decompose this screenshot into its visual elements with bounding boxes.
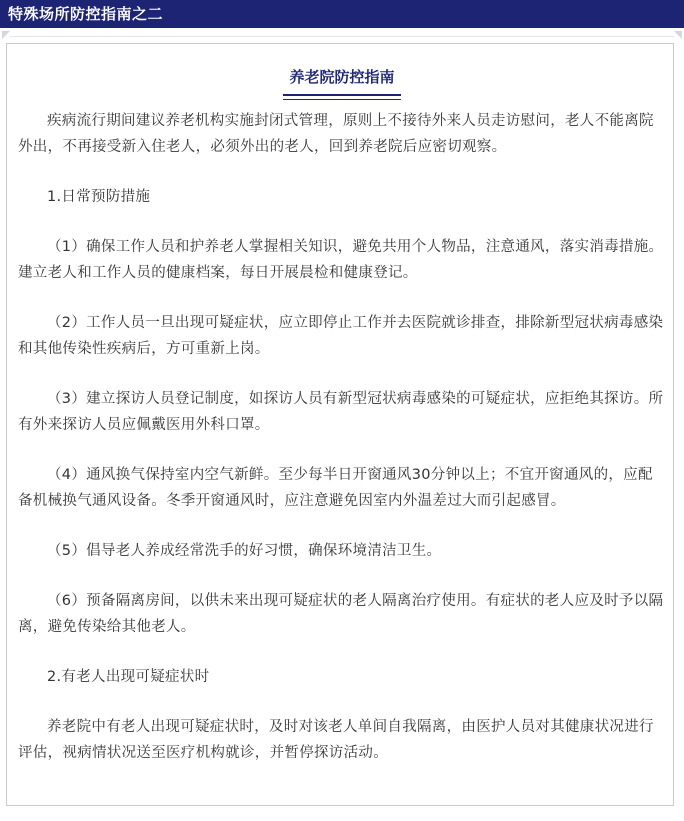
document-body	[18, 108, 664, 766]
divider	[10, 36, 674, 37]
paragraph-item-1: （1）确保工作人员和护养老人掌握相关知识，避免共用个人物品，注意通风，落实消毒措施。建立老人和工作人员的健康档案，每日开展晨检和健康登记。	[18, 239, 664, 281]
header-title: 特殊场所防控指南之二	[8, 5, 164, 23]
paragraph-intro: 疾病流行期间建议养老机构实施封闭式管理，原则上不接待外来人员走访慰问，老人不能离院外出，不再接受新入住老人，必须外出的老人，回到养老院后应密切观察。	[18, 113, 654, 155]
section-heading-suspected-symptoms: 2.有老人出现可疑症状时	[47, 669, 210, 685]
header-bar	[0, 0, 684, 28]
corner-decoration-right	[674, 31, 682, 39]
document-title: 养老院防控指南	[283, 66, 400, 96]
paragraph-suspected-case: 养老院中有老人出现可疑症状时，及时对该老人单间自我隔离，由医护人员对其健康状况进行评估，视病情状况送至医疗机构就诊，并暂停探访活动。	[18, 719, 654, 761]
paragraph-item-5: （5）倡导老人养成经常洗手的好习惯，确保环境清洁卫生。	[47, 543, 442, 559]
paragraph-item-2: （2）工作人员一旦出现可疑症状，应立即停止工作并去医院就诊排查，排除新型冠状病毒感染和其他传染性疾病后，方可重新上岗。	[18, 315, 664, 357]
paragraph-item-6: （6）预备隔离房间，以供未来出现可疑症状的老人隔离治疗使用。有症状的老人应及时予以隔离，避免传染给其他老人。	[18, 593, 664, 635]
document-title-wrap	[0, 66, 684, 96]
corner-decoration-left	[2, 31, 10, 39]
paragraph-item-3: （3）建立探访人员登记制度，如探访人员有新型冠状病毒感染的可疑症状，应拒绝其探访。所有外来探访人员应佩戴医用外科口罩。	[18, 391, 664, 433]
paragraph-item-4: （4）通风换气保持室内空气新鲜。至少每半日开窗通风30分钟以上；不宜开窗通风的，应配备机械换气通风设备。冬季开窗通风时，应注意避免因室内外温差过大而引起感冒。	[18, 467, 653, 509]
section-heading-daily-prevention: 1.日常预防措施	[47, 189, 151, 205]
